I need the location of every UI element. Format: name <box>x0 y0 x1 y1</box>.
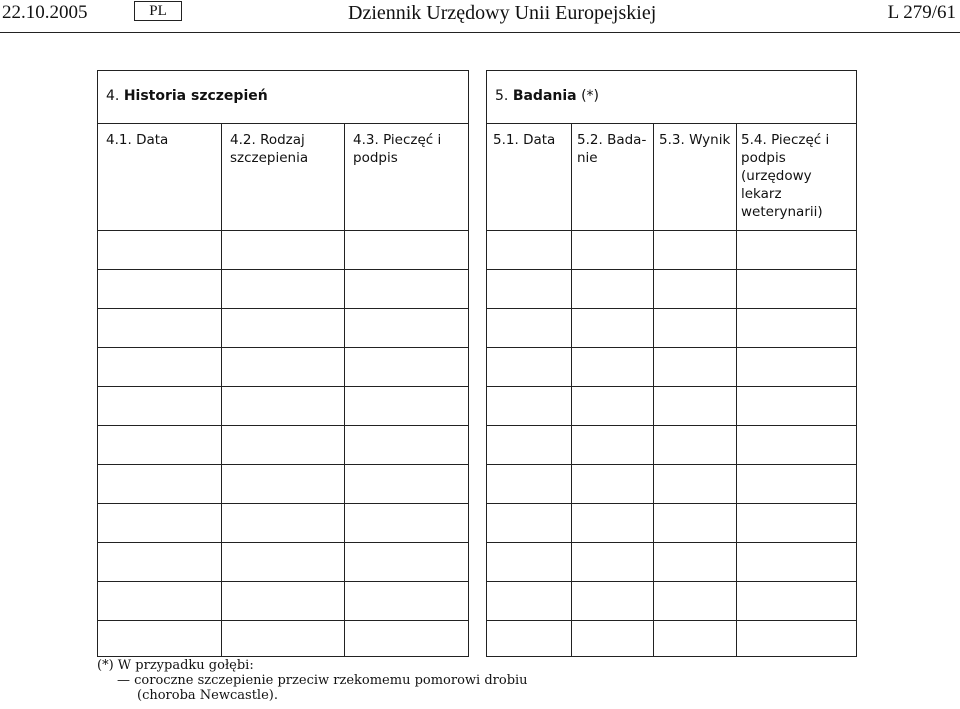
page-reference: L 279/61 <box>887 2 956 23</box>
section-title: Badania <box>512 88 577 104</box>
vaccination-history-title-row <box>98 71 468 124</box>
column-header-date <box>493 131 569 149</box>
table-row-line <box>98 620 468 621</box>
column-number: 5.4. <box>741 132 767 148</box>
column-number: 4.3. <box>353 132 379 148</box>
column-number: 5.2. <box>577 132 603 148</box>
table-row-line <box>487 269 856 270</box>
column-label: Data <box>523 132 556 148</box>
footnote-dash: — <box>117 673 130 688</box>
table-row-line <box>98 347 468 348</box>
journal-title: Dziennik Urzędowy Unii Europejskiej <box>348 2 657 24</box>
column-divider <box>344 123 345 656</box>
table-row-line <box>98 230 468 231</box>
examinations-title-row <box>487 71 856 124</box>
language-code-box: PL <box>134 1 182 21</box>
column-header-stamp-signature <box>353 131 463 167</box>
table-row-line <box>98 542 468 543</box>
table-row-line <box>487 464 856 465</box>
examinations-table <box>486 70 857 657</box>
table-row-line <box>487 503 856 504</box>
footnote-marker: (*) <box>97 658 114 673</box>
column-header-date <box>106 131 216 149</box>
publication-date: 22.10.2005 <box>2 2 88 23</box>
column-divider <box>653 123 654 656</box>
section-title: Historia szczepień <box>123 88 268 104</box>
vaccination-history-title <box>106 88 268 104</box>
table-row-line <box>98 581 468 582</box>
column-header-stamp-signature-vet <box>741 131 853 221</box>
table-row-line <box>487 347 856 348</box>
footnote-continuation: (choroba Newcastle). <box>137 688 278 703</box>
footnote-item <box>97 673 528 688</box>
footnote-text: coroczne szczepienie przeciw rzekomemu pomorowi drobiu <box>134 673 528 688</box>
column-label: Data <box>136 132 169 148</box>
table-row-line <box>487 581 856 582</box>
column-number: 5.3. <box>659 132 685 148</box>
page-header <box>0 0 960 33</box>
column-number: 4.2. <box>230 132 256 148</box>
footnote <box>97 658 528 703</box>
column-label: Pieczęć i podpis (urzędowy lekarz weterynarii) <box>741 132 830 220</box>
column-divider <box>571 123 572 656</box>
column-label: Rodzaj szczepienia <box>230 132 309 166</box>
table-row-line <box>98 308 468 309</box>
table-row-line <box>98 464 468 465</box>
column-label: Pieczęć i podpis <box>353 132 442 166</box>
column-number: 5.1. <box>493 132 519 148</box>
examinations-title <box>495 88 599 104</box>
table-row-line <box>487 308 856 309</box>
vaccination-history-table <box>97 70 469 657</box>
section-number: 4. <box>106 88 120 104</box>
footnote-intro: W przypadku gołębi: <box>117 658 254 673</box>
table-row-line <box>487 425 856 426</box>
table-row-line <box>487 542 856 543</box>
table-row-line <box>98 269 468 270</box>
table-row-line <box>487 620 856 621</box>
column-header-examination <box>577 131 653 167</box>
section-number: 5. <box>495 88 509 104</box>
column-label: Wynik <box>689 132 731 148</box>
table-row-line <box>487 230 856 231</box>
table-row-line <box>98 425 468 426</box>
column-number: 4.1. <box>106 132 132 148</box>
column-divider <box>736 123 737 656</box>
footnote-marker: (*) <box>581 88 600 104</box>
column-label: Bada-nie <box>577 132 647 166</box>
column-header-vaccination-type <box>230 131 335 167</box>
table-row-line <box>98 386 468 387</box>
column-header-result <box>659 131 739 149</box>
table-row-line <box>487 386 856 387</box>
table-row-line <box>98 503 468 504</box>
column-divider <box>221 123 222 656</box>
footnote-intro-line <box>97 658 528 673</box>
